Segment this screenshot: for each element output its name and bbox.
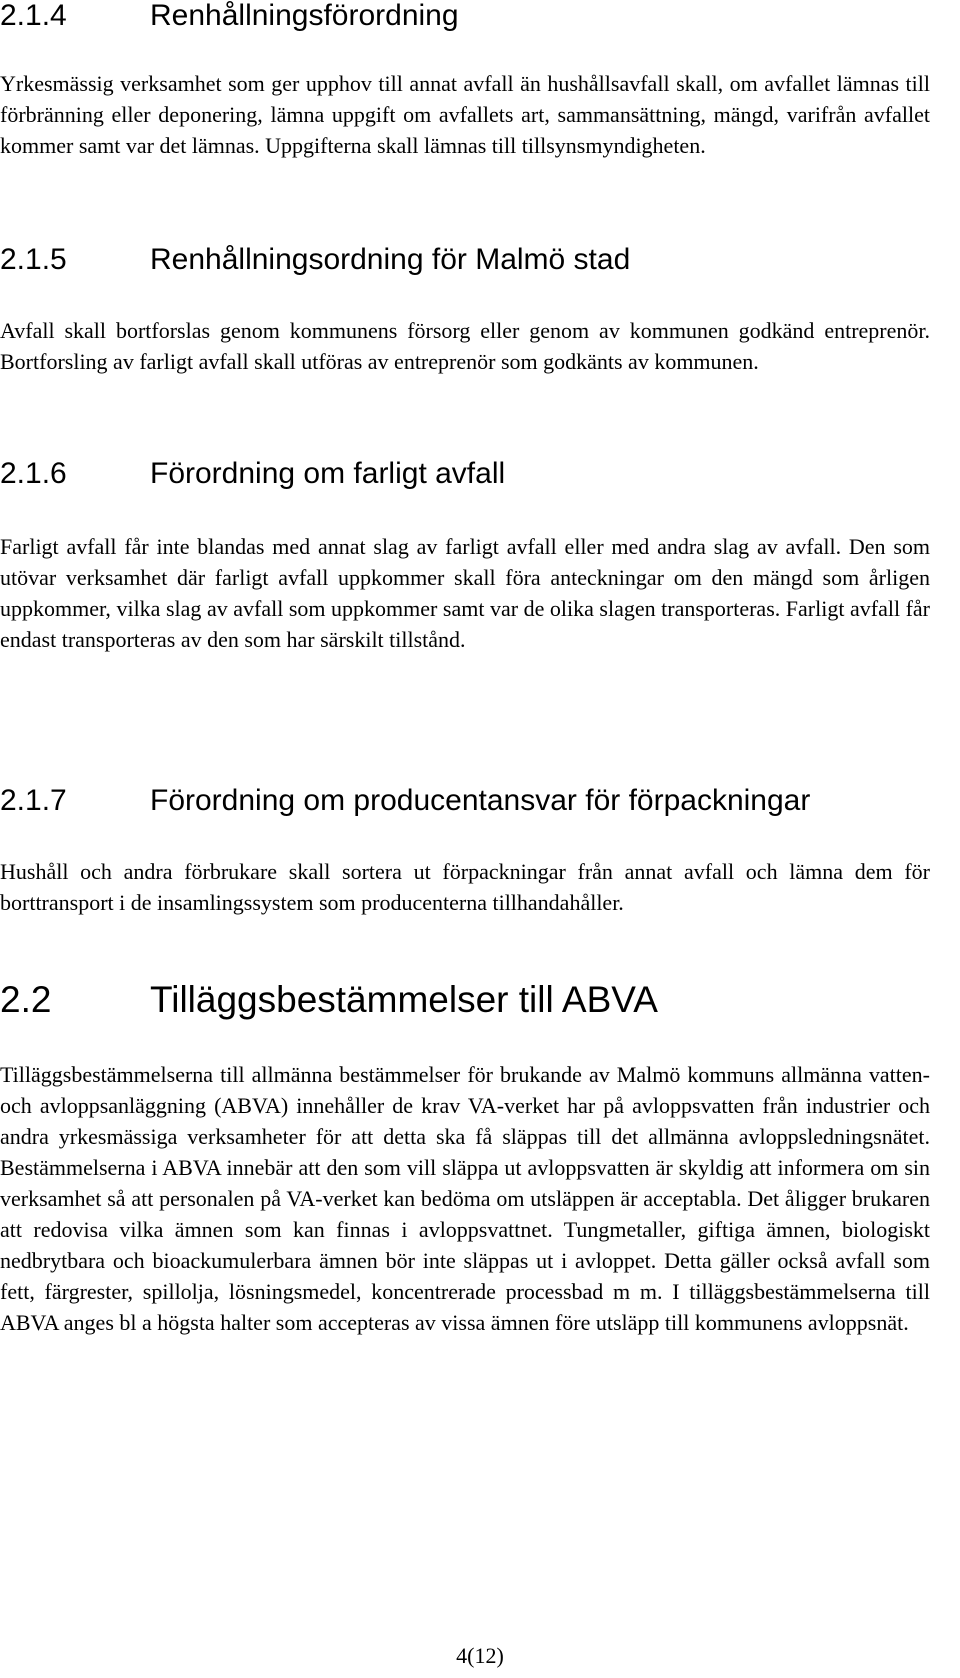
- section-body-2-1-6: Farligt avfall får inte blandas med annat slag av farligt avfall eller med andra slag av avfall. Den som utövar verksamhet där farligt avfall uppkommer skall föra anteckningar om den mängd som årligen uppkommer, vilka slag av avfall som uppkommer samt var de olika slagen transporteras. Farligt avfall får endast transporteras av den som har särskilt tillstånd.: [0, 534, 930, 652]
- section-heading-2-1-4: [0, 0, 459, 34]
- section-number: 2.1.7: [0, 784, 67, 817]
- page-number: 4(12): [456, 1643, 504, 1668]
- section-number: 2.1.5: [0, 243, 67, 276]
- section-title: Renhållningsordning för Malmö stad: [150, 243, 631, 276]
- section-body-2-1-4: Yrkesmässig verksamhet som ger upphov till annat avfall än hushållsavfall skall, om avfallet lämnas till förbränning eller deponering, lämna uppgift om avfallets art, sammansättning, mängd, varifrån avfallet kommer samt var det lämnas. Uppgifterna skall lämnas till tillsynsmyndigheten.: [0, 71, 930, 158]
- section-heading-2-1-7: [0, 783, 811, 819]
- section-number: 2.1.4: [0, 0, 67, 32]
- section-title: Förordning om producentansvar för förpackningar: [150, 784, 811, 817]
- section-number: 2.1.6: [0, 457, 67, 490]
- section-heading-2-1-5: [0, 242, 631, 278]
- section-heading-2-2: [0, 978, 658, 1022]
- section-body-2-1-5: Avfall skall bortforslas genom kommunens försorg eller genom av kommunen godkänd entreprenör. Bortforsling av farligt avfall skall utföras av entreprenör som godkänts av kommunen.: [0, 318, 930, 374]
- section-body-2-1-7: Hushåll och andra förbrukare skall sortera ut förpackningar från annat avfall och lämna dem för borttransport i de insamlingssystem som producenterna tillhandahåller.: [0, 859, 930, 915]
- section-title: Renhållningsförordning: [150, 0, 459, 32]
- section-title: Förordning om farligt avfall: [150, 457, 506, 490]
- section-number: 2.2: [0, 979, 52, 1020]
- section-heading-2-1-6: [0, 456, 506, 492]
- section-title: Tilläggsbestämmelser till ABVA: [150, 979, 658, 1020]
- section-body-2-2: Tilläggsbestämmelserna till allmänna bestämmelser för brukande av Malmö kommuns allmänna vatten- och avloppsanläggning (ABVA) innehåller de krav VA-verket har på avloppsvatten från industrier och andra yrkesmässiga verksamheter för att detta ska få släppas till det allmänna avloppsledningsnätet. Bestämmelserna i ABVA innebär att den som vill släppa ut avloppsvatten är skyldig att informera om sin verksamhet så att personalen på VA-verket kan bedöma om utsläppen är acceptabla. Det åligger brukaren att redovisa vilka ämnen som kan finnas i avloppsvattnet. Tungmetaller, giftiga ämnen, biologiskt nedbrytbara och bioackumulerbara ämnen bör inte släppas ut i avloppet. Detta gäller också avfall som fett, färgrester, spillolja, lösningsmedel, koncentrerade processbad m m. I tilläggsbestämmelserna till ABVA anges bl a högsta halter som accepteras av vissa ämnen före utsläpp till kommunens avloppsnät.: [0, 1062, 930, 1335]
